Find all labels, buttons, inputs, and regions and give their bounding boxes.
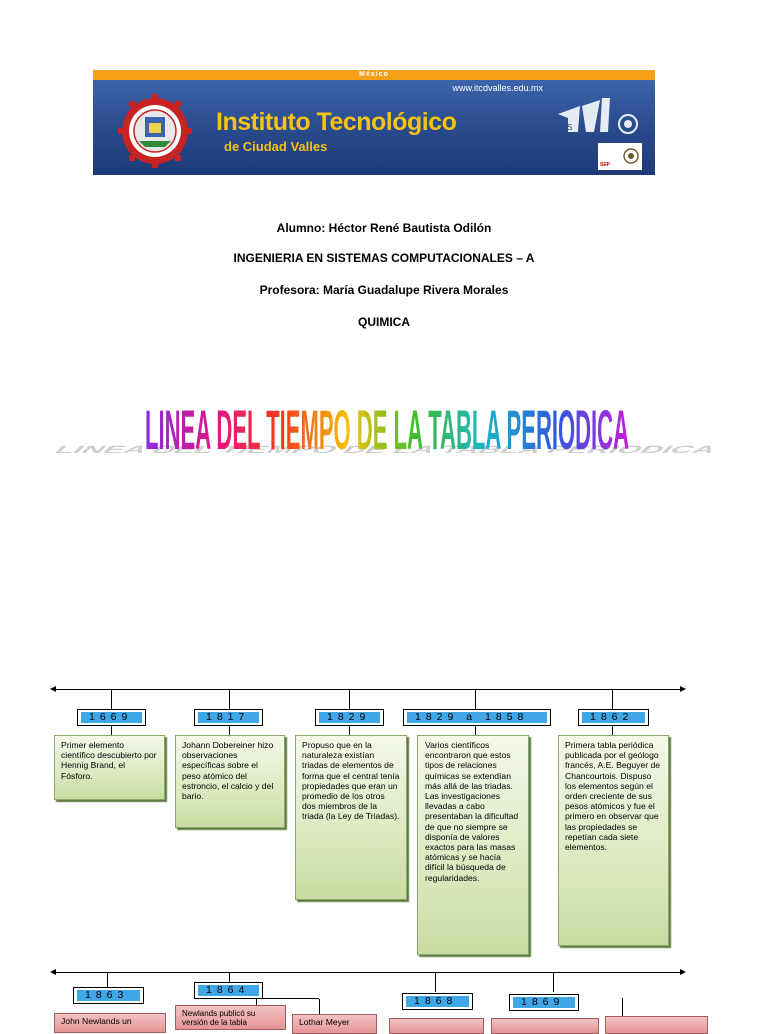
banner-url: www.itcdvalles.edu.mx	[452, 83, 543, 93]
institute-seal-icon	[105, 96, 205, 166]
student-name: Alumno: Héctor René Bautista Odilón	[276, 221, 492, 235]
timeline-tick	[111, 689, 112, 710]
timeline-tick	[622, 998, 623, 1018]
event-card: John Newlands un	[54, 1013, 166, 1033]
year-label: 1864	[194, 982, 263, 999]
timeline-tick	[107, 972, 108, 987]
event-card: Primer elemento científico descubierto por Hennig Brand, el Fósforo.	[54, 735, 165, 800]
tec-logo-icon	[548, 92, 648, 137]
arrow-left-icon	[50, 686, 56, 692]
timeline-tick	[229, 689, 230, 710]
timeline-tick	[612, 689, 613, 710]
page-title	[50, 387, 721, 461]
arrow-right-icon	[680, 969, 686, 975]
event-card	[389, 1018, 484, 1034]
timeline-connector	[263, 998, 319, 999]
banner-country: México	[359, 71, 389, 78]
institute-subtitle: de Ciudad Valles	[224, 139, 328, 154]
arrow-left-icon	[50, 969, 56, 975]
timeline-axis-1	[56, 689, 680, 690]
year-label: 1869	[509, 994, 579, 1011]
year-label: 1829	[315, 709, 384, 726]
year-label: 1862	[578, 709, 649, 726]
teacher-name: Profesora: María Guadalupe Rivera Morales	[259, 283, 509, 297]
svg-text:ITS: ITS	[560, 123, 573, 132]
event-card: Newlands publicó su versión de la tabla	[175, 1005, 286, 1030]
timeline-tick	[553, 972, 554, 992]
year-label: 1868	[402, 993, 473, 1010]
sep-label: SEP	[600, 162, 611, 168]
event-card: Propuso que en la naturaleza existían triadas de elementos de forma que el central tenía propiedades que eran un promedio de los otros dos miembros de la triada (la Ley de Triadas).	[295, 735, 407, 900]
event-card: Primera tabla periódica publicada por el geólogo francés, A.E. Beguyer de Chancourtois. Dispuso los elementos según el orden creciente de sus pesos atómicos y fue el primero en observar que las propiedades se repetían cada siete elementos.	[558, 735, 669, 946]
year-label: 1829 a 1858	[403, 709, 551, 726]
timeline-tick	[435, 972, 436, 992]
wordart-shadow: LINEA DEL TIEMPO DE LA TABLA PERIODICA	[50, 443, 721, 456]
event-card: Johann Dobereiner hizo observaciones específicas sobre el peso atómico del estroncio, el calcio y del bario.	[175, 735, 285, 828]
timeline-tick	[349, 689, 350, 710]
subject-name: QUIMICA	[358, 315, 410, 329]
arrow-right-icon	[680, 686, 686, 692]
year-label: 1669	[77, 709, 146, 726]
institute-title: Instituto Tecnológico	[216, 108, 457, 136]
timeline-axis-2	[56, 972, 680, 973]
event-card	[491, 1018, 599, 1034]
sep-logo	[598, 143, 642, 170]
wordart-text: LINEA DEL TIEMPO DE LA TABLA PERIODICA	[145, 397, 629, 461]
year-label: 1863	[73, 987, 144, 1004]
year-label: 1817	[194, 709, 263, 726]
career-name: INGENIERIA EN SISTEMAS COMPUTACIONALES – A	[233, 251, 535, 265]
mexico-flag-icon	[623, 147, 639, 165]
timeline-tick	[319, 999, 320, 1015]
event-card: Lothar Meyer	[292, 1014, 377, 1034]
event-card	[605, 1016, 708, 1034]
timeline-tick	[475, 689, 476, 710]
event-card: Varios científicos encontraron que estos tipos de relaciones químicas se extendían más allá de las triadas. Las investigaciones llevadas a cabo presentaban la dificultad de que no siempre se disponía de valores exactos para las masas atómicas y se hacía difícil la búsqueda de regularidades.	[417, 735, 529, 955]
institution-banner	[93, 70, 655, 175]
